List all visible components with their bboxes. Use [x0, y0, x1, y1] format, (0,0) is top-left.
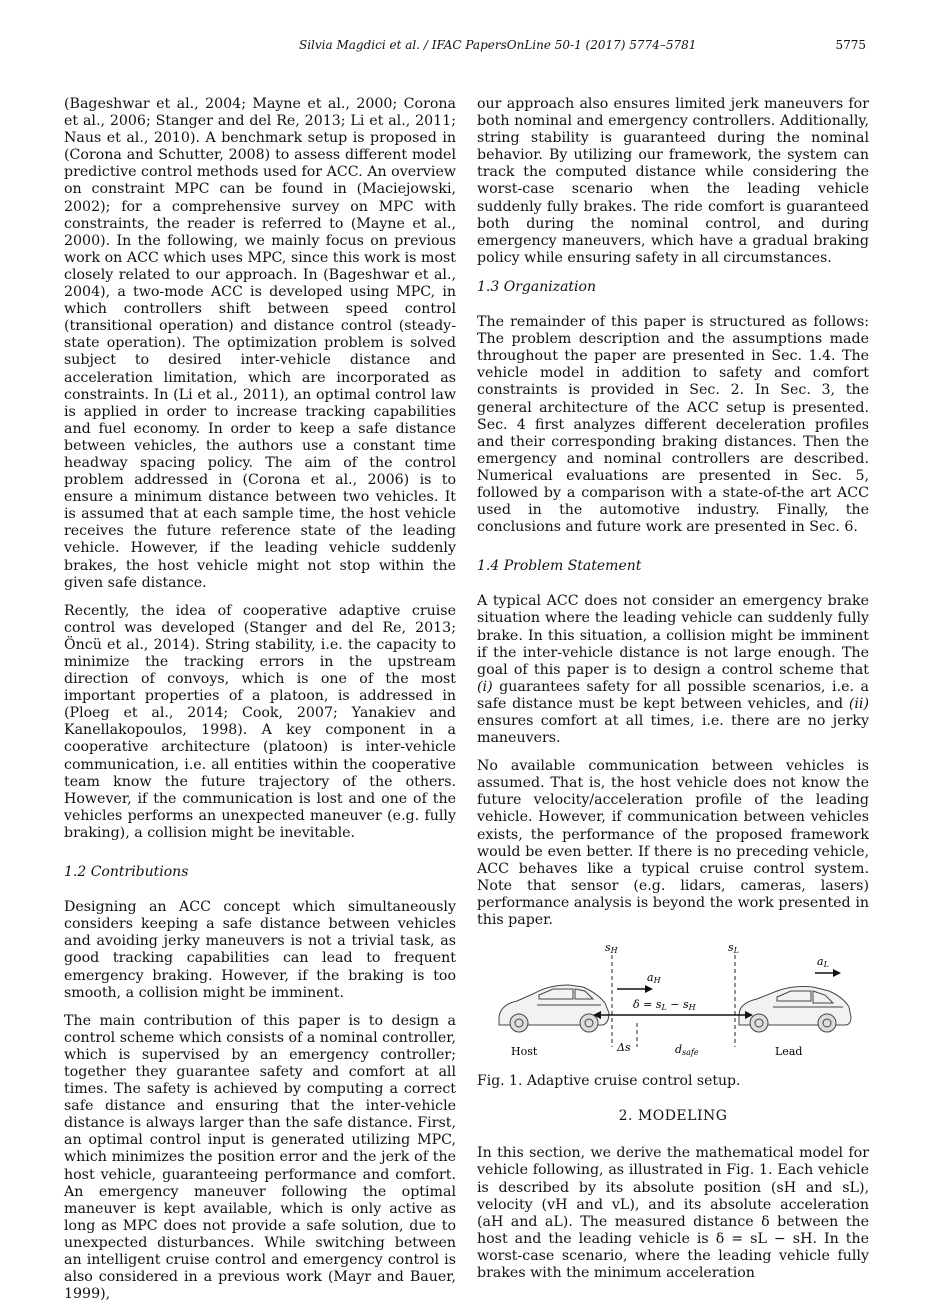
- label-host: Host: [511, 1045, 538, 1059]
- figure-acc-setup: [477, 941, 869, 1069]
- text-run: guarantees safety for all possible scenarios, i.e. a safe distance must be kept between vehicles, and: [477, 678, 869, 712]
- text-run: ensures comfort at all times, i.e. there are no jerky maneuvers.: [477, 713, 869, 747]
- figure-caption: Fig. 1. Adaptive cruise control setup.: [477, 1073, 741, 1090]
- page-header: [64, 38, 866, 58]
- label-d-safe: dsafe: [675, 1043, 699, 1058]
- left-column: [64, 96, 456, 1314]
- paragraph: our approach also ensures limited jerk maneuvers for both nominal and emergency controllers. Additionally, string stability is guaranteed during the nominal behavior. By utilizing our framework, the system can track the computed distance while considering the worst-case scenario when the leading vehicle suddenly fully brakes. The ride comfort is guaranteed both during the nominal control, and during emergency maneuvers, which have a gradual braking policy while ensuring safety in all circumstances.: [477, 96, 869, 266]
- subsection-heading-contributions: 1.2 Contributions: [64, 864, 189, 881]
- paragraph: (Bageshwar et al., 2004; Mayne et al., 2000; Corona et al., 2006; Stanger and del Re, 2013; Li et al., 2011; Naus et al., 2010). A benchmark setup is proposed in (Corona and Schutter, 2008) to assess different model predictive control methods used for ACC. An overview on constraint MPC can be found in (Maciejowski, 2002); for a comprehensive survey on MPC with constraints, the reader is referred to (Mayne et al., 2000). In the following, we mainly focus on previous work on ACC which uses MPC, since this work is most closely related to our approach. In (Bageshwar et al., 2004), a two-mode ACC is developed using MPC, in which controllers shift between speed control (transitional operation) and distance control (steady-state operation). The optimization problem is solved subject to desired inter-vehicle distance and acceleration limitation, which are incorporated as constraints. In (Li et al., 2011), an optimal control law is applied in order to increase tracking capabilities and fuel economy. In order to keep a safe distance between vehicles, the authors use a constant time headway spacing policy. The aim of the control problem addressed in (Corona et al., 2006) is to ensure a minimum distance between two vehicles. It is assumed that at each sample time, the host vehicle receives the future reference state of the leading vehicle. However, if the leading vehicle suddenly brakes, the host vehicle might not stop within the given safe distance.: [64, 96, 456, 591]
- label-a-lead: aL: [817, 955, 829, 970]
- label-delta-s: Δs: [617, 1041, 631, 1055]
- paragraph: The remainder of this paper is structured as follows: The problem description and the assumptions made throughout the paper are presented in Sec. 1.4. The vehicle model in addition to safety and comfort constraints is provided in Sec. 2. In Sec. 3, the general architecture of the ACC setup is presented. Sec. 4 first analyzes different deceleration profiles and their corresponding braking distances. Then the emergency and nominal controllers are described. Numerical evaluations are presented in Sec. 5, followed by a comparison with a state-of-the art ACC used in the automotive industry. Finally, the conclusions and future work are presented in Sec. 6.: [477, 314, 869, 536]
- paragraph: Recently, the idea of cooperative adaptive cruise control was developed (Stanger and del Re, 2013; Öncü et al., 2014). String stability, i.e. the capacity to minimize the tracking errors in the upstream direction of convoys, which is one of the most important properties of a platoon, is addressed in (Ploeg et al., 2014; Cook, 2007; Yanakiev and Kanellakopoulos, 1998). A key component in a cooperative architecture (platoon) is inter-vehicle communication, i.e. all entities within the cooperative team know the future trajectory of the others. However, if the communication is lost and one of the vehicles performs an unexpected maneuver (e.g. fully braking), a collision might be inevitable.: [64, 602, 456, 841]
- paragraph: Designing an ACC concept which simultaneously considers keeping a safe distance between vehicles and avoiding jerky maneuvers is not a trivial task, as good tracking capabilities can lead to frequent emergency braking. However, if the braking is too smooth, a collision might be imminent.: [64, 899, 456, 1001]
- text-run-italic: (ii): [848, 695, 869, 712]
- paragraph: The main contribution of this paper is to design a control scheme which consists of a nominal controller, which is supervised by an emergency controller; together they guarantee safety and comfort at all times. The safety is achieved by computing a correct safe distance and ensuring that the inter-vehicle distance is always larger than the safe distance. First, an optimal control input is generated utilizing MPC, which minimizes the position error and the jerk of the host vehicle, guaranteeing performance and comfort. An emergency maneuver following the optimal maneuver is kept available, which is only active as long as MPC does not provide a safe solution, due to unexpected disturbances. While switching between an intelligent cruise control and emergency control is also considered in a previous work (Mayr and Bauer, 1999),: [64, 1012, 456, 1303]
- running-head: Silvia Magdici et al. / IFAC PapersOnLine 50-1 (2017) 5774–5781: [299, 38, 697, 52]
- label-a-host: aH: [647, 971, 661, 986]
- label-s-host: sH: [605, 941, 618, 956]
- page-number: 5775: [835, 38, 866, 52]
- host-car-icon: [499, 985, 609, 1032]
- arrowhead-icon: [645, 985, 653, 993]
- acc-diagram: [477, 941, 869, 1069]
- label-lead: Lead: [775, 1045, 803, 1059]
- label-delta-equation: δ = sL − sH: [633, 998, 696, 1013]
- lead-car-icon: [739, 987, 851, 1033]
- subsection-heading-organization: 1.3 Organization: [477, 278, 596, 295]
- section-heading-modeling: 2. MODELING: [618, 1108, 728, 1125]
- paragraph: No available communication between vehicles is assumed. That is, the host vehicle does not know the future velocity/acceleration profile of the leading vehicle. However, if communication between vehicles exists, the performance of the proposed framework would be even better. If there is no preceding vehicle, ACC behaves like a typical cruise control system. Note that sensor (e.g. lidars, cameras, lasers) performance analysis is beyond the work presented in this paper.: [477, 758, 869, 929]
- label-s-lead: sL: [728, 941, 739, 956]
- text-run-italic: (i): [477, 678, 493, 695]
- right-column: [477, 96, 869, 1293]
- paragraph: [477, 593, 869, 747]
- text-run: A typical ACC does not consider an emergency brake situation where the leading vehicle can suddenly fully brake. In this situation, a collision might be imminent if the inter-vehicle distance is not large enough. The goal of this paper is to design a control scheme that: [477, 593, 869, 678]
- arrowhead-icon: [833, 969, 841, 977]
- paragraph: In this section, we derive the mathematical model for vehicle following, as illustrated in Fig. 1. Each vehicle is described by its absolute position (sH and sL), velocity (vH and vL), and its absolute acceleration (aH and aL). The measured distance δ between the host and the leading vehicle is δ = sL − sH. In the worst-case scenario, where the leading vehicle fully brakes with the minimum acceleration: [477, 1145, 869, 1281]
- subsection-heading-problem-statement: 1.4 Problem Statement: [477, 558, 642, 575]
